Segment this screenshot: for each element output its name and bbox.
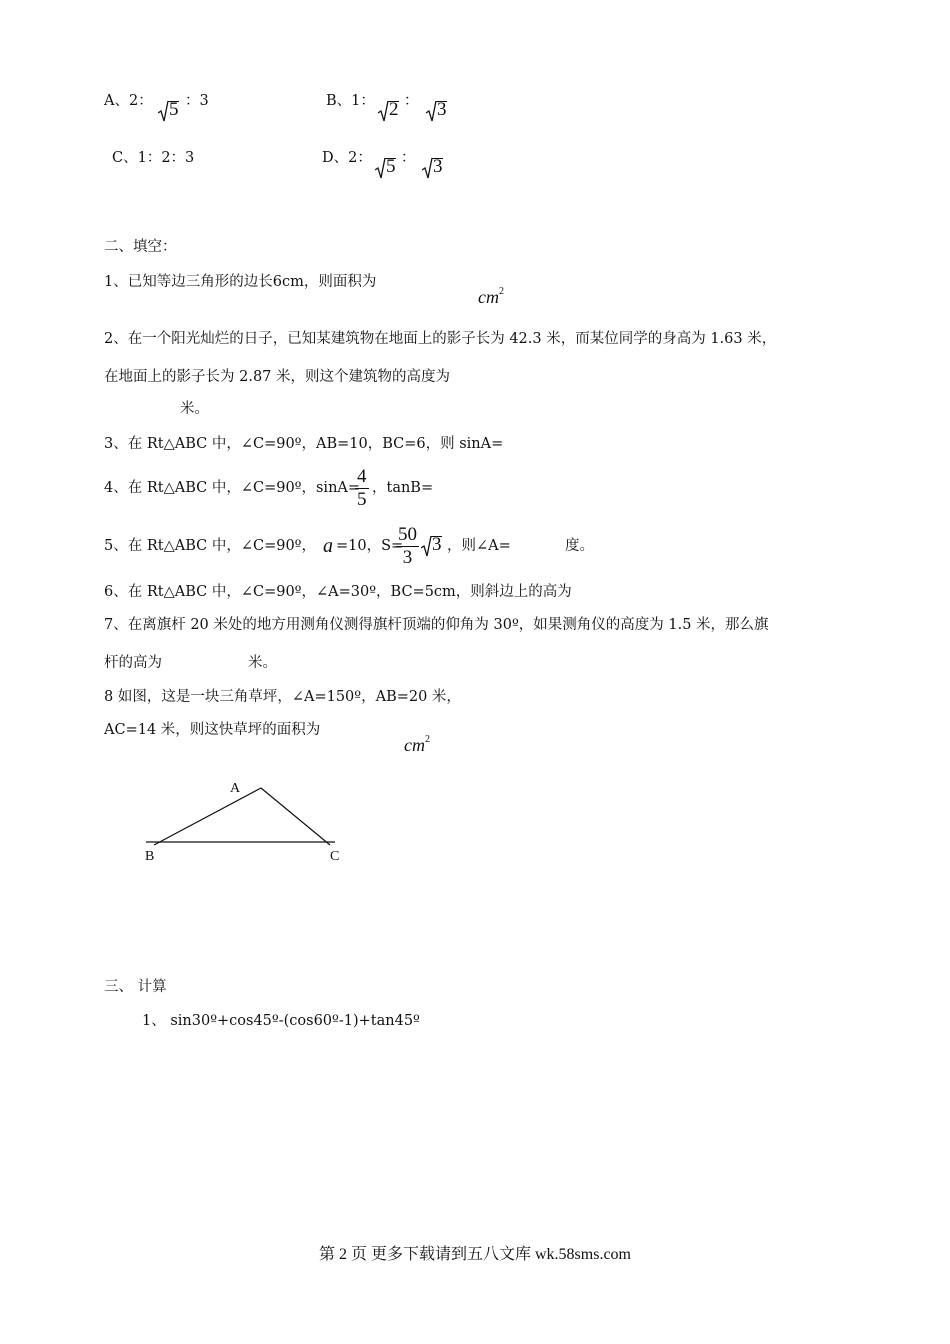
question-2-unit: 米。 <box>180 401 209 417</box>
unit-exponent: 2 <box>425 734 430 745</box>
question-1: 1、已知等边三角形的边长6cm，则面积为 <box>104 274 377 290</box>
question-5-sqrt <box>421 535 442 554</box>
choice-b-prefix: B、1： <box>326 93 375 109</box>
choice-d-prefix: D、2： <box>322 150 372 166</box>
choice-d-sep: ： <box>401 150 416 166</box>
question-5-text: 5、在 Rt△ABC 中，∠C=90º， <box>104 538 316 554</box>
sqrt-radicand: 3 <box>432 534 442 555</box>
choice-d-radicand-1: 5 <box>386 156 396 177</box>
vertex-c-label: C <box>330 849 340 864</box>
fraction-denominator: 3 <box>402 547 413 568</box>
question-6: 6、在 Rt△ABC 中，∠C=90º，∠A=30º，BC=5cm，则斜边上的高为 <box>104 584 572 600</box>
side-ab <box>154 788 261 845</box>
question-8-line-1: 8 如图，这是一块三角草坪，∠A=150º，AB=20 米， <box>104 689 461 705</box>
vertex-b-label: B <box>145 849 155 864</box>
unit-exponent: 2 <box>499 286 504 297</box>
question-3: 3、在 Rt△ABC 中，∠C=90º，AB=10，BC=6，则 sinA= <box>104 436 504 452</box>
page-footer: 第 2 页 更多下载请到五八文库 wk.58sms.com <box>318 1246 631 1263</box>
choice-b-sqrt-1 <box>378 100 399 119</box>
choice-b-sqrt-2 <box>426 100 447 119</box>
unit-cm: cm <box>404 735 425 755</box>
choice-b-radicand-1: 2 <box>389 99 399 120</box>
question-7-line-1: 7、在离旗杆 20 米处的地方用测角仪测得旗杆顶端的仰角为 30º，如果测角仪的高度为 1.5 米，那么旗 <box>104 617 769 633</box>
fraction-denominator: 5 <box>357 489 367 510</box>
side-ac <box>261 788 330 845</box>
choice-d-sqrt-2 <box>422 157 443 176</box>
question-1-unit <box>478 288 504 307</box>
question-8-unit <box>404 736 430 755</box>
choice-b-sep: ： <box>404 93 419 109</box>
question-5-unit: 度。 <box>565 538 594 554</box>
question-5-variable <box>323 536 333 556</box>
choice-b-radicand-2: 3 <box>437 99 447 120</box>
triangle-figure <box>140 775 360 870</box>
choice-a-radicand: 5 <box>169 99 179 120</box>
vertex-a-label: A <box>230 781 241 796</box>
section-3-heading: 三、 计算 <box>104 979 167 995</box>
choice-a <box>104 94 153 109</box>
question-4-tail: ，tanB= <box>372 480 434 496</box>
question-4-text: 4、在 Rt△ABC 中，∠C=90º，sinA= <box>104 480 361 496</box>
unit-cm: cm <box>478 287 499 307</box>
question-5-fraction <box>396 524 419 569</box>
choice-c: C、1：2：3 <box>112 150 195 166</box>
question-4-fraction <box>355 466 369 511</box>
choice-a-rest: ：3 <box>185 93 209 109</box>
choice-d-sqrt-1 <box>375 157 396 176</box>
question-5-mid: =10，S= <box>336 538 404 554</box>
fraction-numerator: 4 <box>357 466 367 487</box>
question-7-line-2: 杆的高为 <box>104 655 162 671</box>
choice-a-sqrt <box>158 100 179 119</box>
question-7-unit: 米。 <box>248 655 277 671</box>
variable-a: a <box>323 535 333 557</box>
choice-d-radicand-2: 3 <box>433 156 443 177</box>
calculation-item-1: 1、 sin30º+cos45º-(cos60º-1)+tan45º <box>142 1013 420 1029</box>
question-5-tail: ，则∠A= <box>447 538 511 554</box>
question-2-line-1: 2、在一个阳光灿烂的日子，已知某建筑物在地面上的影子长为 42.3 米，而某位同学的身高为 1.63 米， <box>104 331 777 347</box>
choice-a-prefix: A、2： <box>104 93 153 109</box>
question-8-line-2: AC=14 米，则这快草坪的面积为 <box>104 722 321 738</box>
section-2-heading: 二、填空： <box>104 239 177 255</box>
fraction-numerator: 50 <box>398 524 417 545</box>
question-2-line-2: 在地面上的影子长为 2.87 米，则这个建筑物的高度为 <box>104 369 451 385</box>
